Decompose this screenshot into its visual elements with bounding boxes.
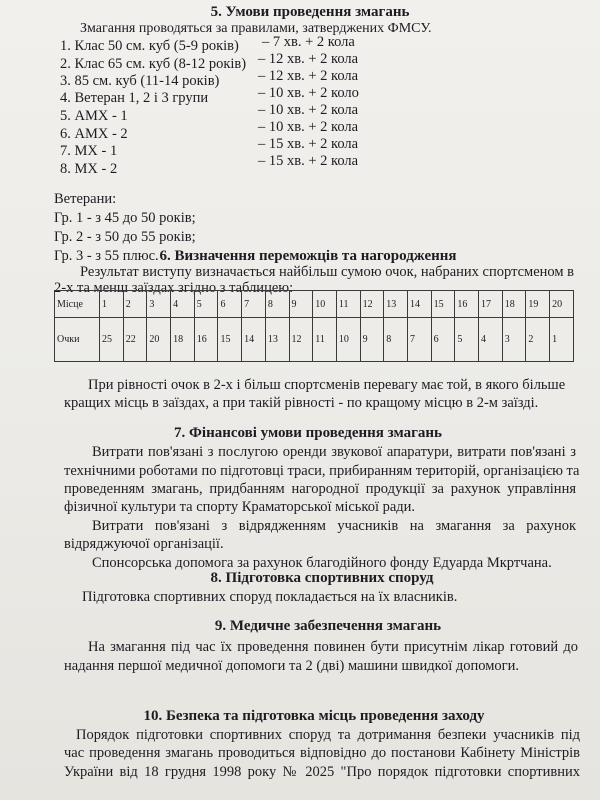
table-row <box>55 318 574 362</box>
class-dist: – 10 хв. + 2 кола <box>258 102 359 118</box>
points-cell: 18 <box>171 318 195 362</box>
points-cell: 6 <box>431 318 455 362</box>
section10-line: України від 18 грудня 1998 року № 2025 "Про порядок підготовки спортивних <box>64 764 580 780</box>
place-cell: 1 <box>100 291 124 318</box>
place-cell: 7 <box>242 291 266 318</box>
place-cell: 18 <box>502 291 526 318</box>
section7-para1-line: фізичної культури та спорту Краматорської міської ради. <box>64 499 416 515</box>
veteran-group: Гр. 3 - з 55 плюс. <box>54 248 159 264</box>
section5-title: 5. Умови проведення змагань <box>210 4 410 20</box>
place-cell: 10 <box>313 291 337 318</box>
section10-line: Порядок підготовки спортивних споруд та дотримання безпеки учасників під <box>76 727 580 743</box>
table-row <box>55 291 574 318</box>
points-cell: 3 <box>502 318 526 362</box>
place-cell: 14 <box>407 291 431 318</box>
section6-para1-line: Результат виступу визначається найбільш сумою очок, набраних спортсменом в <box>80 264 575 280</box>
section7-para2-line: відряджуючої організації. <box>64 536 224 552</box>
points-cell: 25 <box>100 318 124 362</box>
place-cell: 12 <box>360 291 384 318</box>
points-cell: 16 <box>194 318 218 362</box>
section10-line: час проведення змагань проводиться відповідно до постанови Кабінету Міністрів <box>64 745 580 761</box>
place-cell: 2 <box>123 291 147 318</box>
place-cell: 20 <box>550 291 574 318</box>
veteran-group: Гр. 2 - з 50 до 55 років; <box>54 229 196 245</box>
points-cell: 22 <box>123 318 147 362</box>
section9-title: 9. Медичне забезпечення змагань <box>214 618 442 634</box>
section6-title: 6. Визначення переможців та нагородження <box>159 248 457 264</box>
class-name: 7. МХ - 1 <box>60 143 118 159</box>
section5-intro: Змагання проводяться за правилами, затверджених ФМСУ. <box>80 21 432 36</box>
section6-para1-line: 2-х та менш заїздах згідно з таблицею: <box>54 280 294 296</box>
class-dist: – 15 хв. + 2 кола <box>258 153 359 169</box>
points-cell: 12 <box>289 318 313 362</box>
place-cell: 9 <box>289 291 313 318</box>
points-cell: 4 <box>479 318 503 362</box>
points-cell: 1 <box>550 318 574 362</box>
points-cell: 10 <box>336 318 360 362</box>
place-cell: 17 <box>479 291 503 318</box>
points-cell: 20 <box>147 318 171 362</box>
points-cell: 7 <box>407 318 431 362</box>
class-dist: – 15 хв. + 2 кола <box>258 136 359 152</box>
section6-para2-line: кращих місць в заїздах, а при такій рівності - по кращому місцю в 2-м заїзді. <box>64 395 539 411</box>
points-cell: 9 <box>360 318 384 362</box>
class-name: 5. АМХ - 1 <box>60 108 128 124</box>
veteran-group: Гр. 1 - з 45 до 50 років; <box>54 210 196 226</box>
points-cell: 8 <box>384 318 408 362</box>
points-table <box>54 290 574 362</box>
section7-para1-line: проведенням змагань, придбанням нагородної продукції за рахунок управління <box>64 481 576 497</box>
class-name: 6. АМХ - 2 <box>60 126 128 142</box>
section10-title: 10. Безпека та підготовка місць проведення заходу <box>143 708 485 724</box>
place-cell: 3 <box>147 291 171 318</box>
section6-para2-line: При рівності очок в 2-х і більш спортсменів перевагу має той, в якого більше <box>88 377 566 393</box>
place-cell: 15 <box>431 291 455 318</box>
section9-line: На змагання під час їх проведення повинен бути присутнім лікар готовий до <box>88 639 578 655</box>
place-cell: 11 <box>336 291 360 318</box>
section7-para2-line: Витрати пов'язані з відрядженням учасників на змагання за рахунок <box>92 518 576 534</box>
points-cell: 15 <box>218 318 242 362</box>
points-cell: 14 <box>242 318 266 362</box>
section7-para3: Спонсорська допомога за рахунок благодійного фонду Едуарда Мкртчана. <box>92 555 552 571</box>
points-cell: 5 <box>455 318 479 362</box>
points-cell: 13 <box>265 318 289 362</box>
place-cell: 19 <box>526 291 550 318</box>
class-name: 2. Клас 65 см. куб (8-12 років) <box>60 56 247 72</box>
place-cell: 8 <box>265 291 289 318</box>
section9-line: надання першої медичної допомоги та 2 (дві) машини швидкої допомоги. <box>64 658 520 674</box>
class-dist: – 7 хв. + 2 кола <box>262 34 355 50</box>
class-name: 1. Клас 50 см. куб (5-9 років) <box>60 38 239 54</box>
class-dist: – 10 хв. + 2 кола <box>258 119 359 135</box>
table-header-cell: Очки <box>55 318 100 362</box>
class-name: 8. МХ - 2 <box>60 161 118 177</box>
veterans-title: Ветерани: <box>54 191 117 207</box>
table-header-cell: Місце <box>55 291 100 318</box>
class-dist: – 12 хв. + 2 кола <box>258 68 359 84</box>
section7-para1-line: технічними роботами по підготовці траси, прибиранням територій, організацією та <box>64 463 580 479</box>
place-cell: 4 <box>171 291 195 318</box>
class-dist: – 12 хв. + 2 кола <box>258 51 359 67</box>
place-cell: 5 <box>194 291 218 318</box>
place-cell: 6 <box>218 291 242 318</box>
place-cell: 13 <box>384 291 408 318</box>
class-name: 4. Ветеран 1, 2 і 3 групи <box>60 90 209 106</box>
place-cell: 16 <box>455 291 479 318</box>
section8-text: Підготовка спортивних споруд покладається на їх власників. <box>82 589 458 605</box>
points-cell: 2 <box>526 318 550 362</box>
section8-title: 8. Підготовка спортивних споруд <box>210 570 434 586</box>
class-dist: – 10 хв. + 2 коло <box>258 85 359 101</box>
section7-title: 7. Фінансові умови проведення змагань <box>174 425 442 441</box>
section7-para1-line: Витрати пов'язані з послугою оренди звукової апаратури, витрати пов'язані з <box>92 444 576 460</box>
points-cell: 11 <box>313 318 337 362</box>
class-name: 3. 85 см. куб (11-14 років) <box>60 73 220 89</box>
